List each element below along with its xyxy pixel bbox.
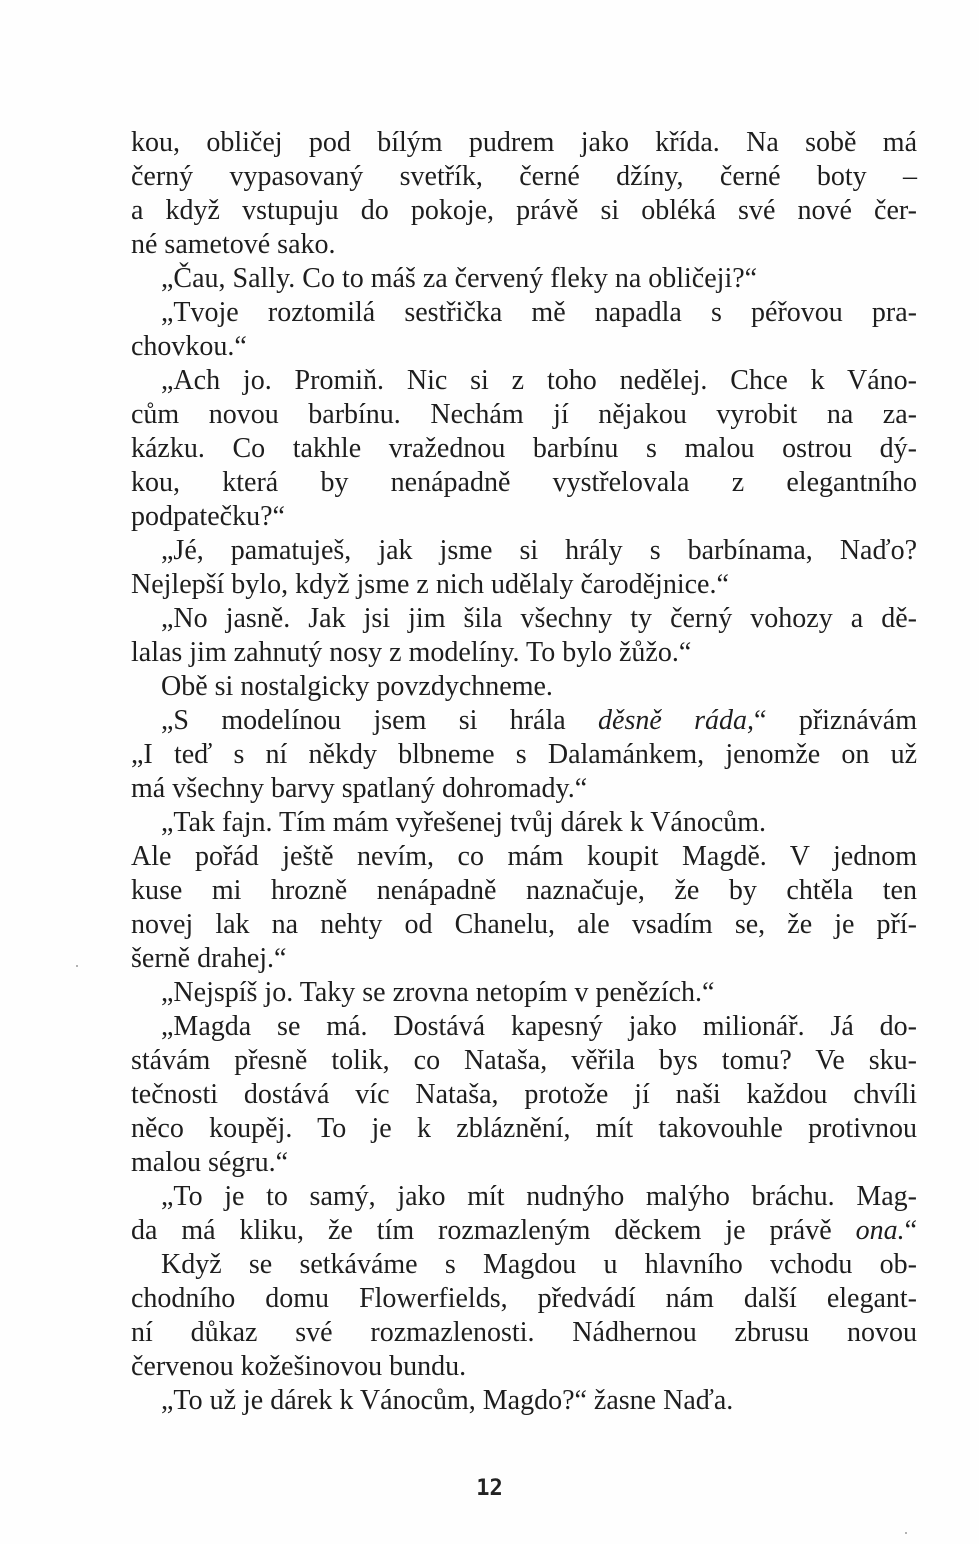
text-line: tečnosti dostává víc Nataša, protože jí naši každou chvíli (131, 1079, 917, 1110)
text-line: chovkou.“ (131, 331, 247, 362)
text-line: červenou kožešinovou bundu. (131, 1351, 467, 1382)
text-line: „Ach jo. Promiň. Nic si z toho nedělej. Chce k Váno- (161, 365, 917, 396)
text-line: né sametové sako. (131, 229, 336, 260)
text-line: ní důkaz své rozmazlenosti. Nádhernou zbrusu novou (131, 1317, 917, 1348)
text-line: kuse mi hrozně nenápadně naznačuje, že by chtěla ten (131, 875, 917, 906)
text-line: malou ségru.“ (131, 1147, 289, 1178)
text-line: „S modelínou jsem si hrála děsně ráda,“ přiznávám (161, 705, 917, 736)
paper-speck (905, 1532, 907, 1534)
text-line: „Tvoje roztomilá sestřička mě napadla s péřovou pra- (161, 297, 917, 328)
text-line: černý vypasovaný svetřík, černé džíny, černé boty – (131, 161, 917, 192)
text-line: „Nejspíš jo. Taky se zrovna netopím v penězích.“ (161, 977, 715, 1008)
text-line: šerně drahej.“ (131, 943, 287, 974)
text-line: kou, která by nenápadně vystřelovala z elegantního (131, 467, 917, 498)
text-line: kou, obličej pod bílým pudrem jako křída. Na sobě má (131, 127, 917, 158)
text-line: „To je to samý, jako mít nudnýho malýho bráchu. Mag- (161, 1181, 917, 1212)
text-line: „Magda se má. Dostává kapesný jako milionář. Já do- (161, 1011, 917, 1042)
text-line: Nejlepší bylo, když jsme z nich udělaly čarodějnice.“ (131, 569, 729, 600)
text-line: „Jé, pamatuješ, jak jsme si hrály s barbínama, Naďo? (161, 535, 917, 566)
text-line: „No jasně. Jak jsi jim šila všechny ty černý vohozy a dě- (161, 603, 917, 634)
text-line: a když vstupuju do pokoje, právě si obléká své nové čer- (131, 195, 917, 226)
emphasis-text: ona. (855, 1215, 905, 1246)
paper-speck (76, 965, 78, 967)
text-line: „Čau, Sally. Co to máš za červený fleky na obličeji?“ (161, 263, 758, 294)
text-line: stávám přesně tolik, co Nataša, věřila bys tomu? Ve sku- (131, 1045, 917, 1076)
text-line: „Tak fajn. Tím mám vyřešenej tvůj dárek k Vánocům. (161, 807, 767, 838)
text-line: da má kliku, že tím rozmazleným děckem je právě ona.“ (131, 1215, 917, 1246)
text-line: lalas jim zahnutý nosy z modelíny. To bylo žůžo.“ (131, 637, 692, 668)
text-line: chodního domu Flowerfields, předvádí nám další elegant- (131, 1283, 917, 1314)
text-line: podpatečku?“ (131, 501, 285, 532)
emphasis-text: děsně ráda, (598, 705, 755, 736)
text-line: kázku. Co takhle vražednou barbínu s malou ostrou dý- (131, 433, 917, 464)
text-line: něco koupěj. To je k zbláznění, mít takovouhle protivnou (131, 1113, 917, 1144)
text-line: Ale pořád ještě nevím, co mám koupit Magdě. V jednom (131, 841, 917, 872)
text-line: cům novou barbínu. Nechám jí nějakou vyrobit na za- (131, 399, 917, 430)
text-line: má všechny barvy spatlaný dohromady.“ (131, 773, 588, 804)
page-number: 12 (476, 1476, 503, 1501)
text-line: „To už je dárek k Vánocům, Magdo?“ žasne Naďa. (161, 1385, 734, 1416)
page-text (131, 126, 917, 1418)
text-line: „I teď s ní někdy blbneme s Dalamánkem, jenomže on už (131, 739, 917, 770)
text-line: novej lak na nehty od Chanelu, ale vsadím se, že je pří- (131, 909, 917, 940)
text-line: Obě si nostalgicky povzdychneme. (161, 671, 553, 702)
text-line: Když se setkáváme s Magdou u hlavního vchodu ob- (161, 1249, 917, 1280)
